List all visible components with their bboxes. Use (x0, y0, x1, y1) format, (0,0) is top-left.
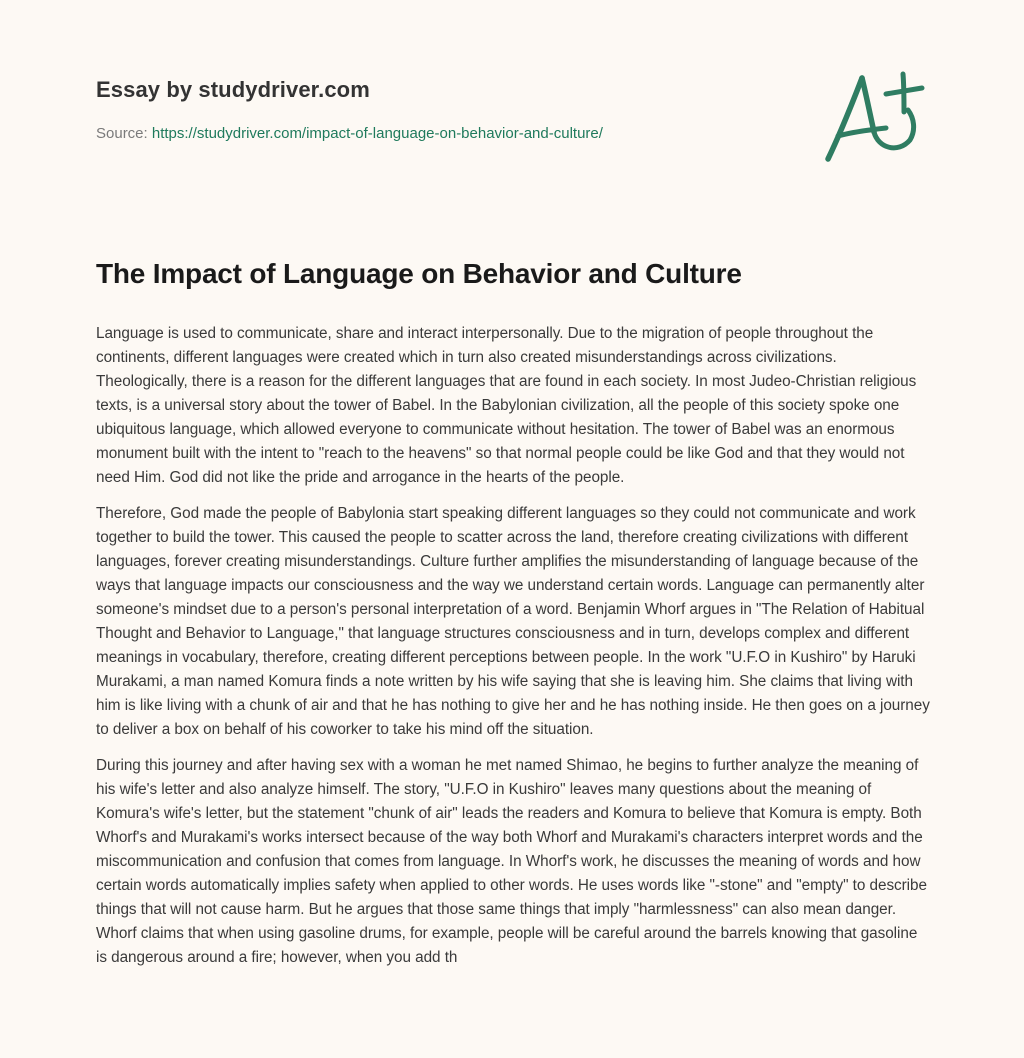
article-paragraph-3: During this journey and after having sex with a woman he met named Shimao, he begins to further analyze the meaning of his wife's letter and also analyze himself. The story, "U.F.O in Kushiro" leaves many questions about the meaning of Komura's wife's letter, but the statement "chunk of air" leads the readers and Komura to believe that Komura is empty. Both Whorf's and Murakami's works intersect because of the way both Whorf and Murakami's characters interpret words and the miscommunication and confusion that comes from language. In Whorf's work, he discusses the meaning of words and how certain words automatically implies safety when applied to other words. He uses words like "-stone" and "empty" to describe things that will not cause harm. But he argues that those same things that imply "harmlessness" can also mean danger. Whorf claims that when using gasoline drums, for example, people will be careful around the barrels knowing that gasoline is dangerous around a fire; however, when you add th (96, 757, 927, 966)
a-plus-grade-icon (818, 64, 938, 169)
source-label: Source: (96, 125, 148, 142)
source-link[interactable]: https://studydriver.com/impact-of-language-on-behavior-and-culture/ (151, 125, 603, 142)
essay-article (96, 256, 932, 982)
source-line (96, 124, 796, 144)
article-paragraph-1: Language is used to communicate, share and interact interpersonally. Due to the migration of people throughout the continents, different languages were created which in turn also created misunderstandings across civilizations. Theologically, there is a reason for the different languages that are found in each society. In most Judeo-Christian religious texts, is a universal story about the tower of Babel. In the Babylonian civilization, all the people of this society spoke one ubiquitous language, which allowed everyone to communicate without hesitation. The tower of Babel was an enormous monument built with the intent to "reach to the heavens" so that normal people could be like God and that they would not need Him. God did not like the pride and arrogance in the hearts of the people. (96, 325, 917, 486)
site-title: Essay by studydriver.com (96, 77, 370, 102)
article-title: The Impact of Language on Behavior and Culture (96, 258, 742, 289)
article-paragraph-2: Therefore, God made the people of Babylonia start speaking different languages so they could not communicate and work together to build the tower. This caused the people to scatter across the land, therefore creating civilizations with different languages, forever creating misunderstandings. Culture further amplifies the misunderstanding of language because of the ways that language impacts our consciousness and the way we understand certain words. Language can permanently alter someone's mindset due to a person's personal interpretation of a word. Benjamin Whorf argues in "The Relation of Habitual Thought and Behavior to Language," that language structures consciousness and in turn, develops complex and different meanings in vocabulary, therefore, creating different perceptions between people. In the work "U.F.O in Kushiro" by Haruki Murakami, a man named Komura finds a note written by his wife saying that she is leaving him. She claims that living with him is like living with a chunk of air and that he has nothing to give her and he has nothing inside. He then goes on a journey to deliver a box on behalf of his coworker to take his mind off the situation. (96, 505, 930, 738)
essay-header (96, 76, 796, 144)
